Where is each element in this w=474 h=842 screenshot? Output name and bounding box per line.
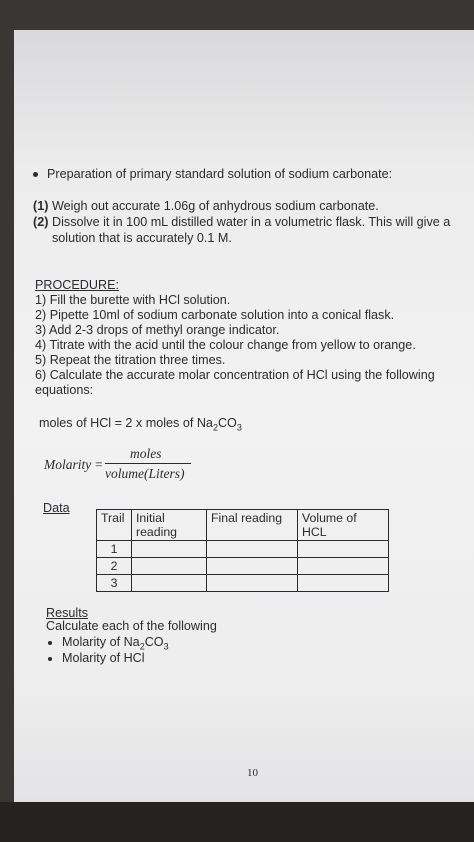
equation-moles: moles of HCl = 2 x moles of $Na_2CO_3$ [39, 416, 242, 433]
procedure-item: 6) Calculate the accurate molar concentration of HCl using the following [35, 368, 435, 382]
table-header: Final reading [207, 510, 298, 541]
bullet-icon [48, 641, 52, 645]
data-table [96, 509, 389, 592]
table-cell [298, 558, 389, 575]
table-header: Initial reading [132, 510, 207, 541]
table-cell [298, 575, 389, 592]
table-cell: 2 [97, 558, 132, 575]
table-row [97, 541, 389, 558]
table-cell [207, 541, 298, 558]
data-title: Data [43, 501, 70, 515]
table-row [97, 575, 389, 592]
desk-surface [0, 802, 474, 842]
procedure-item: 5) Repeat the titration three times. [35, 353, 226, 367]
results-intro: Calculate each of the following [46, 619, 217, 633]
results-title: Results [46, 606, 88, 620]
equation-numerator: moles [130, 446, 162, 461]
bullet-icon [48, 657, 52, 661]
step-number: (2) [33, 215, 49, 229]
results-item: Molarity of $Na_2CO_3$ [62, 635, 169, 652]
bullet-icon [33, 172, 38, 177]
equation-denominator: volume(Liters) [105, 466, 185, 481]
table-cell [298, 541, 389, 558]
table-cell [132, 541, 207, 558]
equation-molarity-lhs: Molarity [44, 457, 92, 472]
table-cell: 1 [97, 541, 132, 558]
procedure-item: 4) Titrate with the acid until the colour change from yellow to orange. [35, 338, 416, 352]
table-cell [132, 575, 207, 592]
table-cell [207, 575, 298, 592]
table-cell: 3 [97, 575, 132, 592]
table-header: Trail [97, 510, 132, 541]
step-text-continued: solution that is accurately 0.1 M. [52, 231, 232, 245]
procedure-item: 1) Fill the burette with HCl solution. [35, 293, 231, 307]
table-header: Volume of HCL [298, 510, 389, 541]
procedure-item: equations: [35, 383, 94, 397]
results-item: Molarity of HCl [62, 651, 145, 665]
page-number: 10 [247, 767, 258, 779]
table-cell [132, 558, 207, 575]
procedure-item: 2) Pipette 10ml of sodium carbonate solution into a conical flask. [35, 308, 395, 322]
section-heading: Preparation of primary standard solution of sodium carbonate: [47, 167, 393, 181]
equation-equals: = [95, 457, 103, 472]
table-cell [207, 558, 298, 575]
procedure-title: PROCEDURE: [35, 278, 119, 292]
procedure-item: 3) Add 2-3 drops of methyl orange indicator. [35, 323, 280, 337]
table-header-row [97, 510, 389, 541]
table-row [97, 558, 389, 575]
step-number: (1) [33, 199, 49, 213]
step-text: Weigh out accurate 1.06g of anhydrous sodium carbonate. [52, 199, 379, 213]
fraction-bar [105, 463, 191, 464]
step-text: Dissolve it in 100 mL distilled water in a volumetric flask. This will give a [52, 215, 451, 229]
